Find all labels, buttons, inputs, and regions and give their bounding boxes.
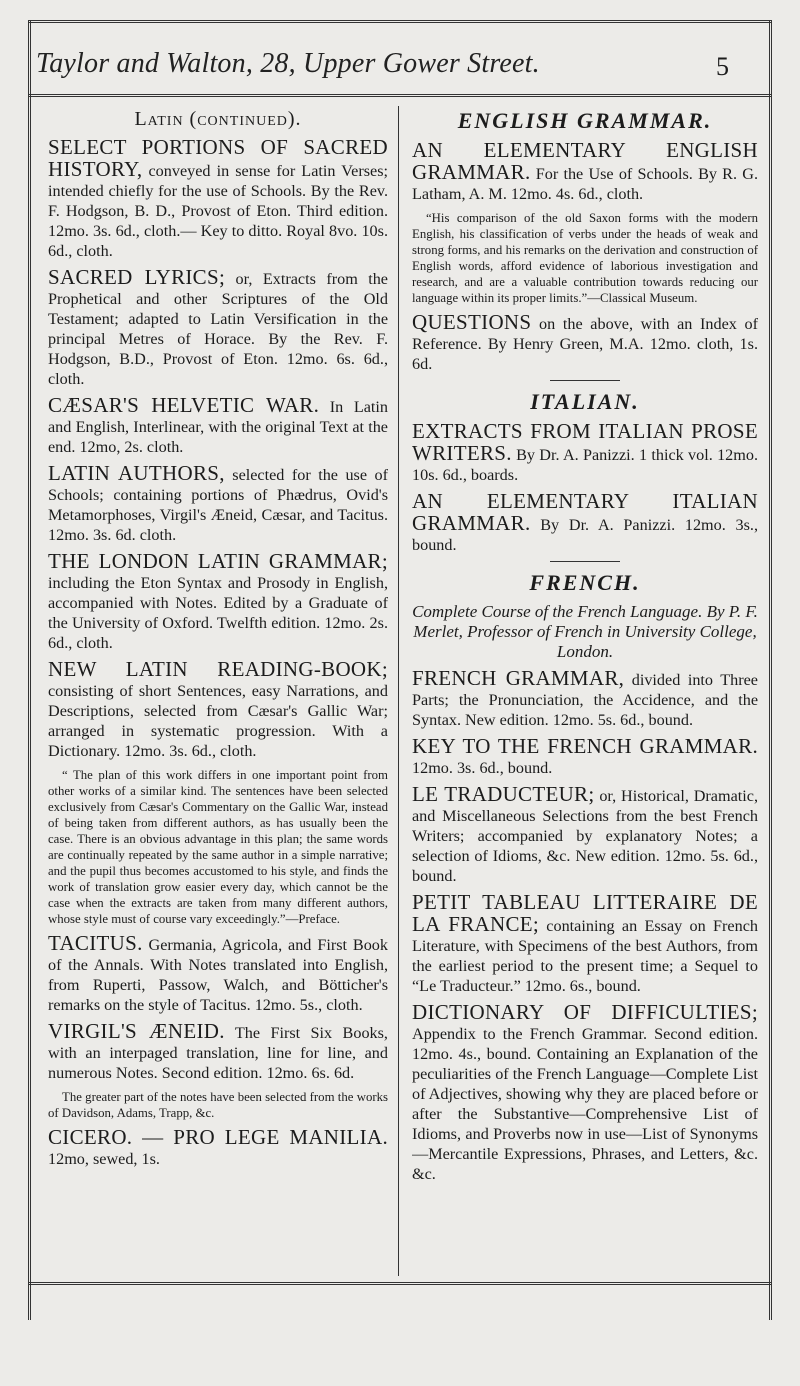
book-title: CÆSAR'S HELVETIC WAR. [48,393,320,417]
left-entries [48,137,388,1169]
book-title: AN ELEMENTARY ENGLISH GRAMMAR. [412,138,758,184]
book-description: selected for the use of Schools; containing portions of Phædrus, Ovid's Metamorphoses, Virgil's Æneid, Cæsar, and Tacitus. 12mo. 3s. 6d. cloth. [48,466,388,544]
book-title: THE LONDON LATIN GRAMMAR; [48,549,388,573]
book-description: Appendix to the French Grammar. Second edition. 12mo. 4s., bound. Containing an Explanation of the peculiarities of the French Language—Complete List of Adjectives, showing why they are placed before or after the Substantive—Comprehensive List of Idioms, and Proverbs now in use—List of Synonyms—Mercantile Expressions, Phrases, and Letters, &c. &c. [412,1025,758,1183]
book-entry [412,1002,758,1184]
book-entry [48,395,388,457]
book-title: SELECT PORTIONS OF SACRED HISTORY, [48,135,388,181]
book-entry [48,551,388,653]
page-header-title: Taylor and Walton, 28, Upper Gower Street. [36,48,540,79]
left-column [48,108,388,1268]
book-entry [48,137,388,261]
quoted-note: “His comparison of the old Saxon forms with the modern English, his classification of verbs under the heads of weak and strong forms, and his remarks on the derivation and construction of English words, afford evidence of laborious investigation and research, and are a valuable contribution towards reducing our language within its proper limits.”—Classical Museum. [412,211,758,305]
book-entry [412,668,758,730]
book-entry [48,267,388,389]
book-entry [48,1021,388,1083]
book-description: including the Eton Syntax and Prosody in English, accompanied with Notes. Edited by a Graduate of the University of Oxford. Twelfth edition. 12mo. 2s. 6d., cloth. [48,574,388,652]
book-description: or, Extracts from the Prophetical and other Scriptures of the Old Testament; adapted to Latin Versification in the principal Metres of Horace. By the Rev. F. Hodgson, B.D., Provost of Eton. 12mo. 6s. 6d., cloth. [48,270,388,388]
section-heading-latin: Latin (continued). [134,108,302,130]
book-description: consisting of short Sentences, easy Narrations, and Descriptions, selected from Cæsar's Gallic War; arranged in systematic progression. With a Dictionary. 12mo. 3s. 6d., cloth. [48,682,388,760]
section-heading: ITALIAN. [530,389,640,414]
section-heading: FRENCH. [529,570,641,595]
book-title: EXTRACTS FROM ITALIAN PROSE WRITERS. [412,419,758,465]
book-entry [412,140,758,204]
book-description: By Dr. A. Panizzi. 12mo. 3s., bound. [412,516,758,554]
book-description: 12mo. 3s. 6d., bound. [412,759,553,777]
section-heading: ENGLISH GRAMMAR. [457,108,713,133]
book-description: 12mo, sewed, 1s. [48,1150,160,1168]
book-title: KEY TO THE FRENCH GRAMMAR. [412,734,758,758]
book-title: AN ELEMENTARY ITALIAN GRAMMAR. [412,489,758,535]
course-subtitle: Complete Course of the French Language. By P. F. Merlet, Professor of French in University College, London. [412,602,758,661]
column-divider [398,106,399,1276]
quoted-note: “ The plan of this work differs in one important point from other works of a similar kind. The sentences have been selected exclusively from Cæsar's Commentary on the Gallic War, instead of being taken from different authors, as has usually been the case. There is an obvious advantage in this plan; the same words are continually repeated by the same author in a simple narrative; and the pupil thus becomes accustomed to his style, and finds the work of translation grow easier every day, which cannot be the case when the extracts are taken from many different authors, whose style must of course vary exceedingly.”—Preface. [48,768,388,926]
book-entry [412,312,758,374]
book-entry [48,659,388,761]
book-title: LE TRADUCTEUR; [412,782,595,806]
book-title: DICTIONARY OF DIFFICULTIES; [412,1000,758,1024]
page-number: 5 [716,52,729,81]
book-entry [412,491,758,555]
book-title: VIRGIL'S ÆNEID. [48,1019,225,1043]
book-entry [412,421,758,485]
book-description: divided into Three Parts; the Pronunciation, the Accidence, and the Syntax. New edition. 12mo. 5s. 6d., bound. [412,671,758,729]
section-separator [550,380,620,381]
book-entry [48,463,388,545]
book-title: CICERO. — PRO LEGE MANILIA. [48,1125,388,1149]
section-separator [550,561,620,562]
book-description: By Dr. A. Panizzi. 1 thick vol. 12mo. 10s. 6d., boards. [412,446,758,484]
book-description: Germania, Agricola, and First Book of the Annals. With Notes translated into English, from Ruperti, Passow, Walch, and Bötticher's remarks on the style of Tacitus. 12mo. 5s., cloth. [48,936,388,1014]
book-description: The First Six Books, with an interpaged translation, line for line, and numerous Notes. Second edition. 12mo. 6s. 6d. [48,1024,388,1082]
book-entry [412,784,758,886]
book-title: QUESTIONS [412,310,532,334]
bottom-border [28,1282,772,1285]
book-entry [412,736,758,778]
header-rule [28,94,772,97]
book-title: PETIT TABLEAU LITTERAIRE DE LA FRANCE; [412,890,758,936]
right-sections [412,108,758,1184]
book-entry [48,933,388,1015]
book-entry [48,1127,388,1169]
book-entry [412,892,758,996]
book-description: In Latin and English, Interlinear, with the original Text at the end. 12mo, 2s. cloth. [48,398,388,456]
book-title: LATIN AUTHORS, [48,461,225,485]
book-title: SACRED LYRICS; [48,265,226,289]
book-title: NEW LATIN READING-BOOK; [48,657,388,681]
book-description: on the above, with an Index of Reference. By Henry Green, M.A. 12mo. cloth, 1s. 6d. [412,315,758,373]
right-column [412,108,758,1268]
book-description: For the Use of Schools. By R. G. Latham, A. M. 12mo. 4s. 6d., cloth. [412,165,758,203]
book-description: conveyed in sense for Latin Verses; intended chiefly for the use of Schools. By the Rev. F. Hodgson, B. D., Provost of Eton. Third edition. 12mo. 3s. 6d., cloth.— Key to ditto. Royal 8vo. 10s. 6d., cloth. [48,162,388,260]
quoted-note: The greater part of the notes have been selected from the works of Davidson, Adams, Trapp, &c. [48,1090,388,1120]
book-title: TACITUS. [48,931,143,955]
book-description: containing an Essay on French Literature, with Specimens of the best Authors, from the earliest period to the present time; a Sequel to “Le Traducteur.” 12mo. 6s., bound. [412,917,758,995]
book-description: or, Historical, Dramatic, and Miscellaneous Selections from the best French Writers; accompanied by explanatory Notes; a selection of Idioms, &c. New edition. 12mo. 5s. 6d., bound. [412,787,758,885]
book-title: FRENCH GRAMMAR, [412,666,625,690]
